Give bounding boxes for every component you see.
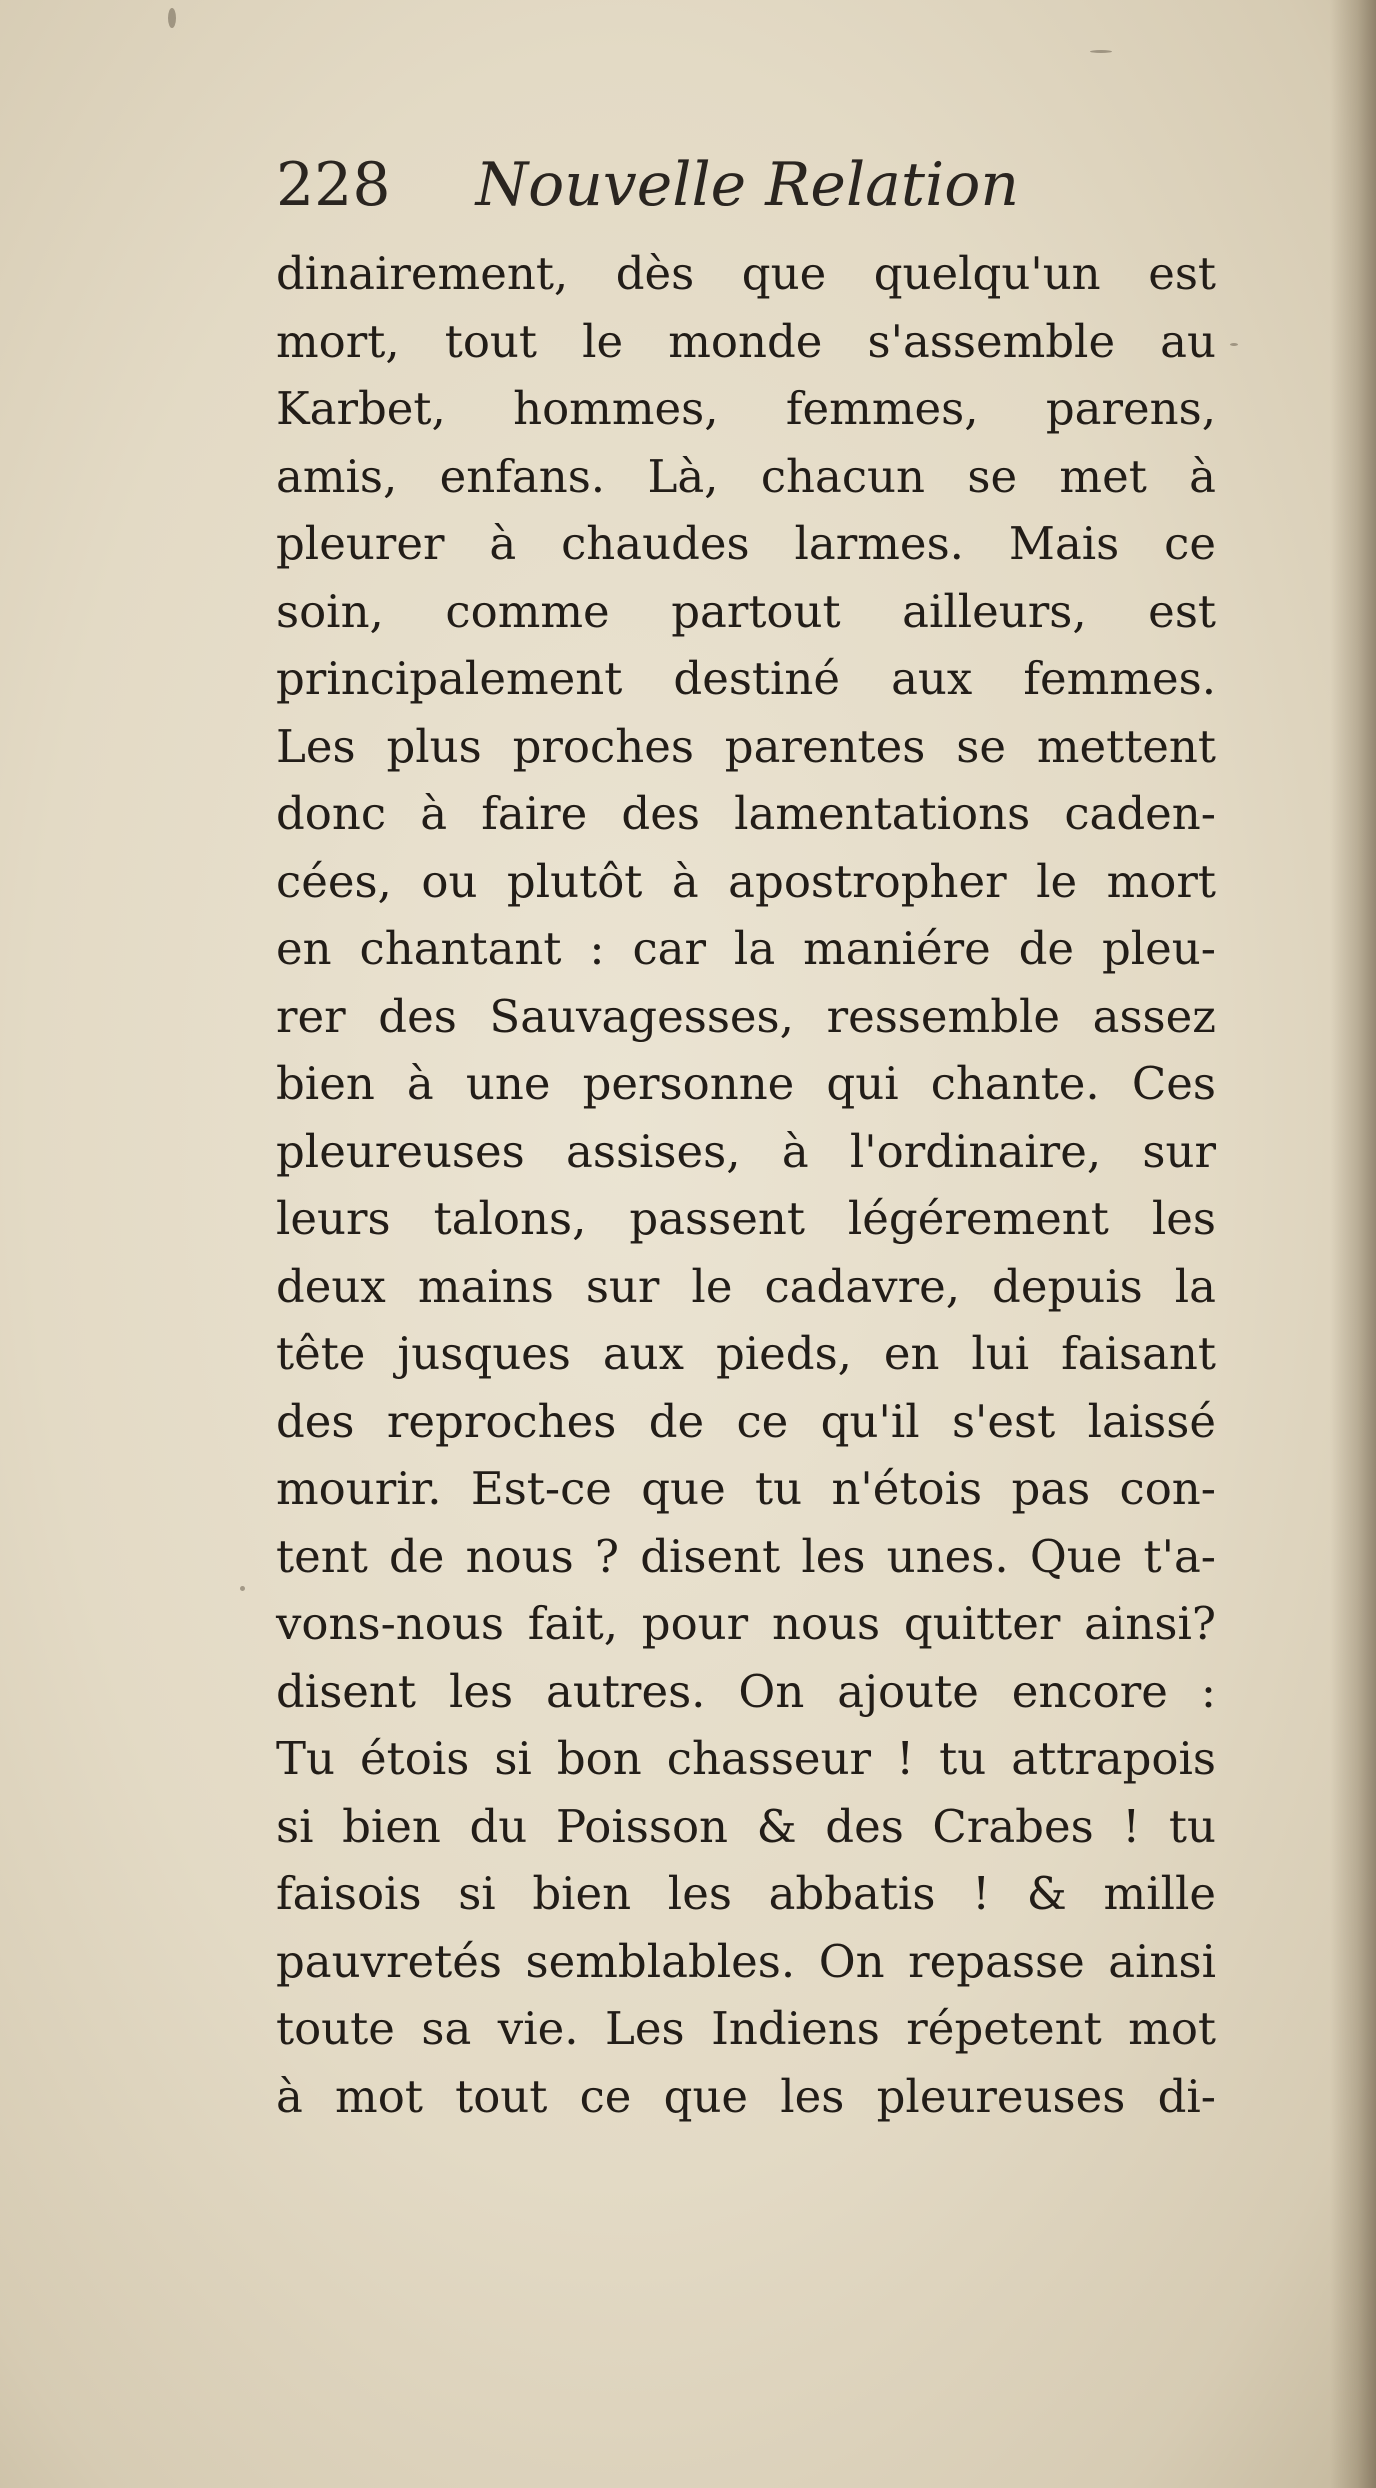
text-line: dinairement, dès que quelqu'un est: [276, 247, 1216, 300]
text-line: des reproches de ce qu'il s'est laissé: [276, 1394, 1216, 1448]
text-line: Karbet, hommes, femmes, parens,: [276, 382, 1216, 435]
text-line: à mot tout ce que les pleureuses di-: [276, 2069, 1216, 2123]
text-line: deux mains sur le cadavre, depuis la: [276, 1259, 1216, 1313]
text-line: leurs talons, passent légérement les: [276, 1192, 1216, 1245]
text-line: faisois si bien les abbatis ! & mille: [276, 1867, 1216, 1920]
text-line: rer des Sauvagesses, ressemble assez: [276, 989, 1216, 1043]
page-edge-shadow: [1330, 0, 1376, 2488]
text-line: toute sa vie. Les Indiens répetent mot: [276, 2002, 1216, 2055]
text-line: amis, enfans. Là, chacun se met à: [276, 449, 1216, 503]
text-line: Tu étois si bon chasseur ! tu attrapois: [276, 1732, 1216, 1785]
running-header: [276, 150, 1019, 240]
text-line: pleurer à chaudes larmes. Mais ce: [276, 517, 1216, 570]
text-line: si bien du Poisson & des Crabes ! tu: [276, 1799, 1216, 1853]
page-number: 228: [276, 150, 391, 220]
text-line: bien à une personne qui chante. Ces: [276, 1057, 1216, 1110]
text-line: vons-nous fait, pour nous quitter ainsi?: [276, 1597, 1216, 1650]
text-line: Les plus proches parentes se mettent: [276, 719, 1216, 773]
text-line: tent de nous ? disent les unes. Que t'a-: [276, 1529, 1216, 1583]
text-line: principalement destiné aux femmes.: [276, 652, 1216, 705]
paper-speck: [168, 8, 176, 28]
text-line: mort, tout le monde s'assemble au: [276, 314, 1216, 368]
body-text: [276, 240, 1216, 2130]
text-line: cées, ou plutôt à apostropher le mort: [276, 854, 1216, 908]
running-title: Nouvelle Relation: [475, 150, 1019, 220]
text-line: mourir. Est-ce que tu n'étois pas con-: [276, 1462, 1216, 1515]
text-line: pleureuses assises, à l'ordinaire, sur: [276, 1124, 1216, 1178]
paper-speck: [1230, 343, 1238, 346]
text-line: en chantant : car la maniére de pleu-: [276, 922, 1216, 975]
paper-speck: [240, 1586, 245, 1591]
paper-speck: [1090, 50, 1112, 53]
text-line: soin, comme partout ailleurs, est: [276, 584, 1216, 638]
text-line: disent les autres. On ajoute encore :: [276, 1664, 1216, 1718]
text-line: pauvretés semblables. On repasse ainsi: [276, 1934, 1216, 1988]
text-line: donc à faire des lamentations caden-: [276, 787, 1216, 840]
text-line: tête jusques aux pieds, en lui faisant: [276, 1327, 1216, 1380]
